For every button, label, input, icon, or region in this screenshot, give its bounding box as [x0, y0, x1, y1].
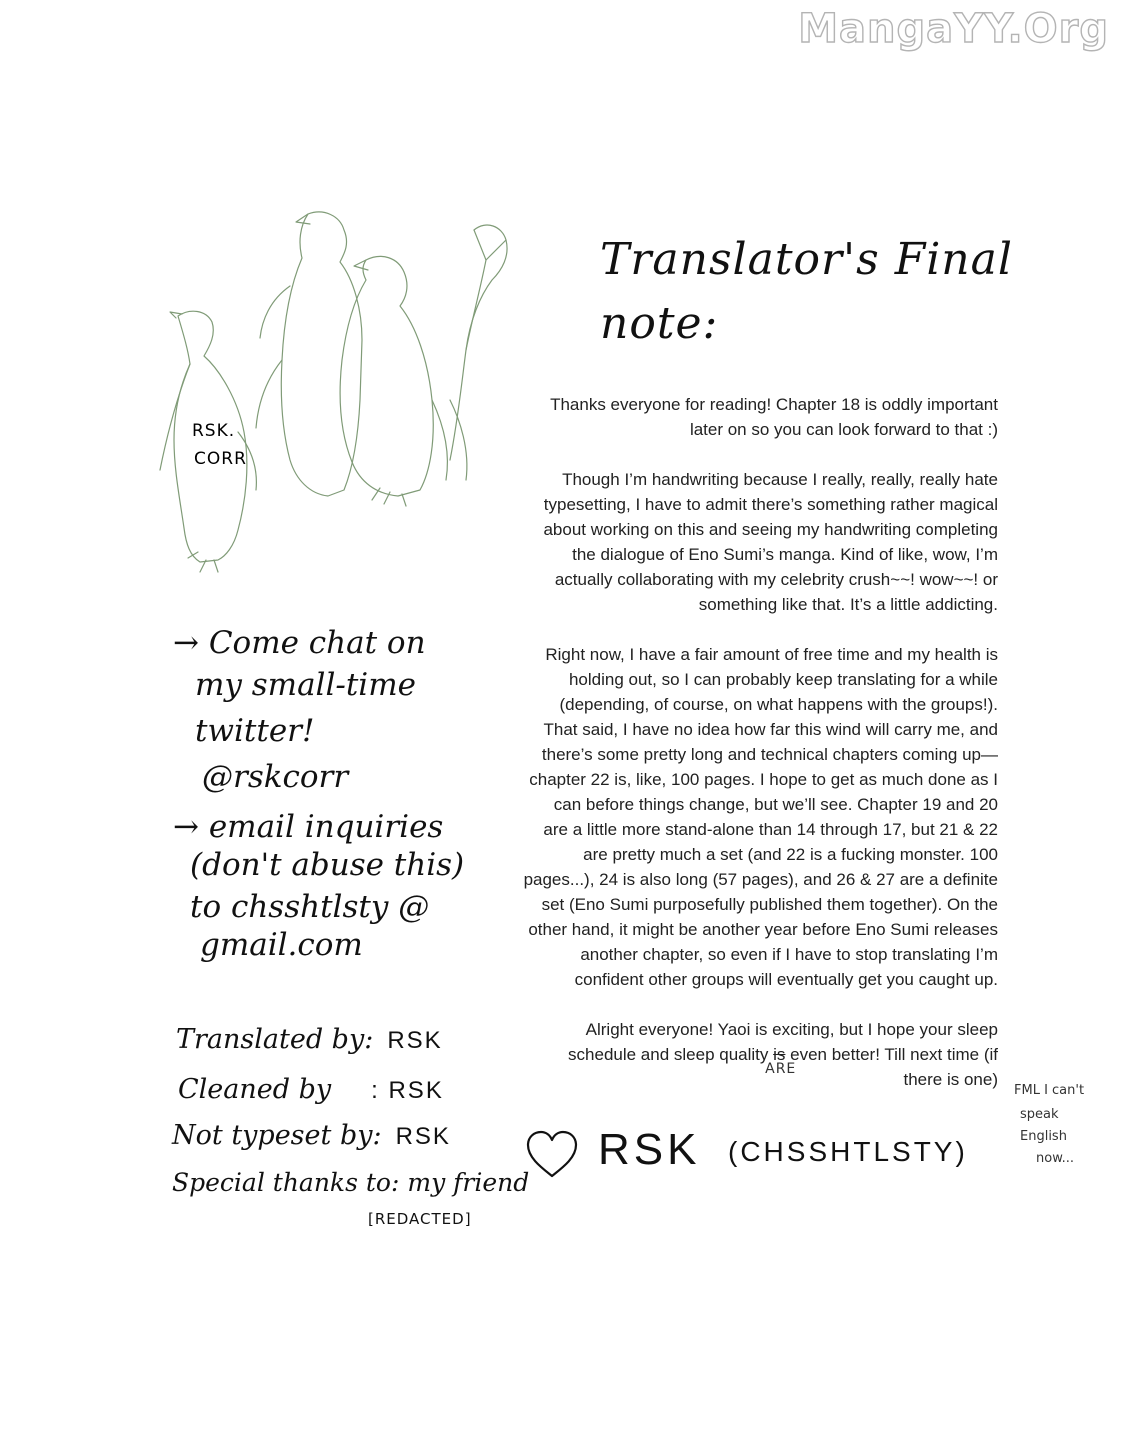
handwritten-correction: ARE	[765, 1061, 797, 1077]
redacted-name: [REDACTED]	[368, 1210, 472, 1228]
twitter-handle: @rskcorr	[202, 759, 349, 795]
margin-note-line-3: English	[1020, 1129, 1067, 1144]
credit-cleaned: Cleaned by : RSK	[178, 1074, 444, 1105]
signature-name: RSK	[598, 1125, 701, 1174]
email-line-1: to chsshtlsty @	[190, 889, 430, 925]
paragraph-closing	[455, 1017, 998, 1092]
sketch-label-line2: CORR	[194, 449, 247, 469]
paragraph-handwriting: Though I’m handwriting because I really, really, really hate typesetting, I have to admit there’s something rather magical about working on this and seeing my handwriting completing the dialogue of Eno Sumi’s manga. Kind of like, wow, I’m actually collaborating with my celebrity crush~~! wow~~! or something like that. It’s a little addicting.	[543, 470, 998, 614]
paragraph-thanks: Thanks everyone for reading! Chapter 18 is oddly important later on so you can look forward to that :)	[550, 395, 998, 439]
credit-typeset: Not typeset by: RSK	[172, 1120, 451, 1151]
penguin-front	[340, 256, 433, 496]
side-note-line-6: (don't abuse this)	[190, 847, 465, 883]
signature-alias: (CHSSHTLSTY)	[728, 1136, 968, 1167]
heading-line-1: Translator's Final	[600, 234, 1013, 285]
closing-line-2: schedule and sleep quality is ARE even better! Till next time (if	[568, 1045, 998, 1077]
margin-note-line-1: FML I can't	[1014, 1083, 1085, 1098]
credit-translated: Translated by: RSK	[176, 1024, 443, 1055]
sketch-label-line1: RSK.	[192, 421, 236, 441]
side-note-line-2: my small-time	[195, 667, 416, 703]
side-note-line-1: → Come chat on	[173, 625, 426, 661]
side-note-line-5: → email inquiries	[173, 809, 444, 845]
email-line-2: gmail.com	[200, 927, 363, 963]
closing-line-1: Alright everyone! Yaoi is exciting, but I hope your sleep	[585, 1020, 998, 1039]
heading-line-2: note:	[600, 298, 719, 349]
margin-note-line-2: speak	[1020, 1107, 1059, 1122]
translator-note-body	[455, 392, 998, 1092]
watermark: MangaYY.Org	[798, 6, 1109, 52]
side-note-line-3: twitter!	[195, 713, 315, 749]
margin-note-line-4: now...	[1036, 1151, 1075, 1166]
heart-icon	[524, 1130, 580, 1180]
closing-line-3: there is one)	[903, 1070, 998, 1089]
credit-special-thanks: Special thanks to: my friend	[172, 1168, 530, 1197]
penguin-back	[281, 212, 362, 496]
struck-word: is	[773, 1045, 786, 1064]
paragraph-schedule: Right now, I have a fair amount of free time and my health is holding out, so I can probably keep translating for a while (depending, of course, on what happens with the groups!). That said, I have no idea how far this wind will carry me, and there’s some pretty long and technical chapters coming up— chapter 22 is, like, 100 pages. I hope to get as much done as I can before things change, but we’ll see. Chapter 19 and 20 are a little more stand-alone than 14 through 17, but 21 & 22 are pretty much a set (and 22 is a fucking monster. 100 pages...), 24 is also long (57 pages), and 26 & 27 are a definite set (Eno Sumi purposefully published them together). On the other hand, it might be another year before Eno Sumi releases another chapter, so even if I have to stop translating I’m confident other groups will eventually get you caught up.	[523, 645, 998, 989]
